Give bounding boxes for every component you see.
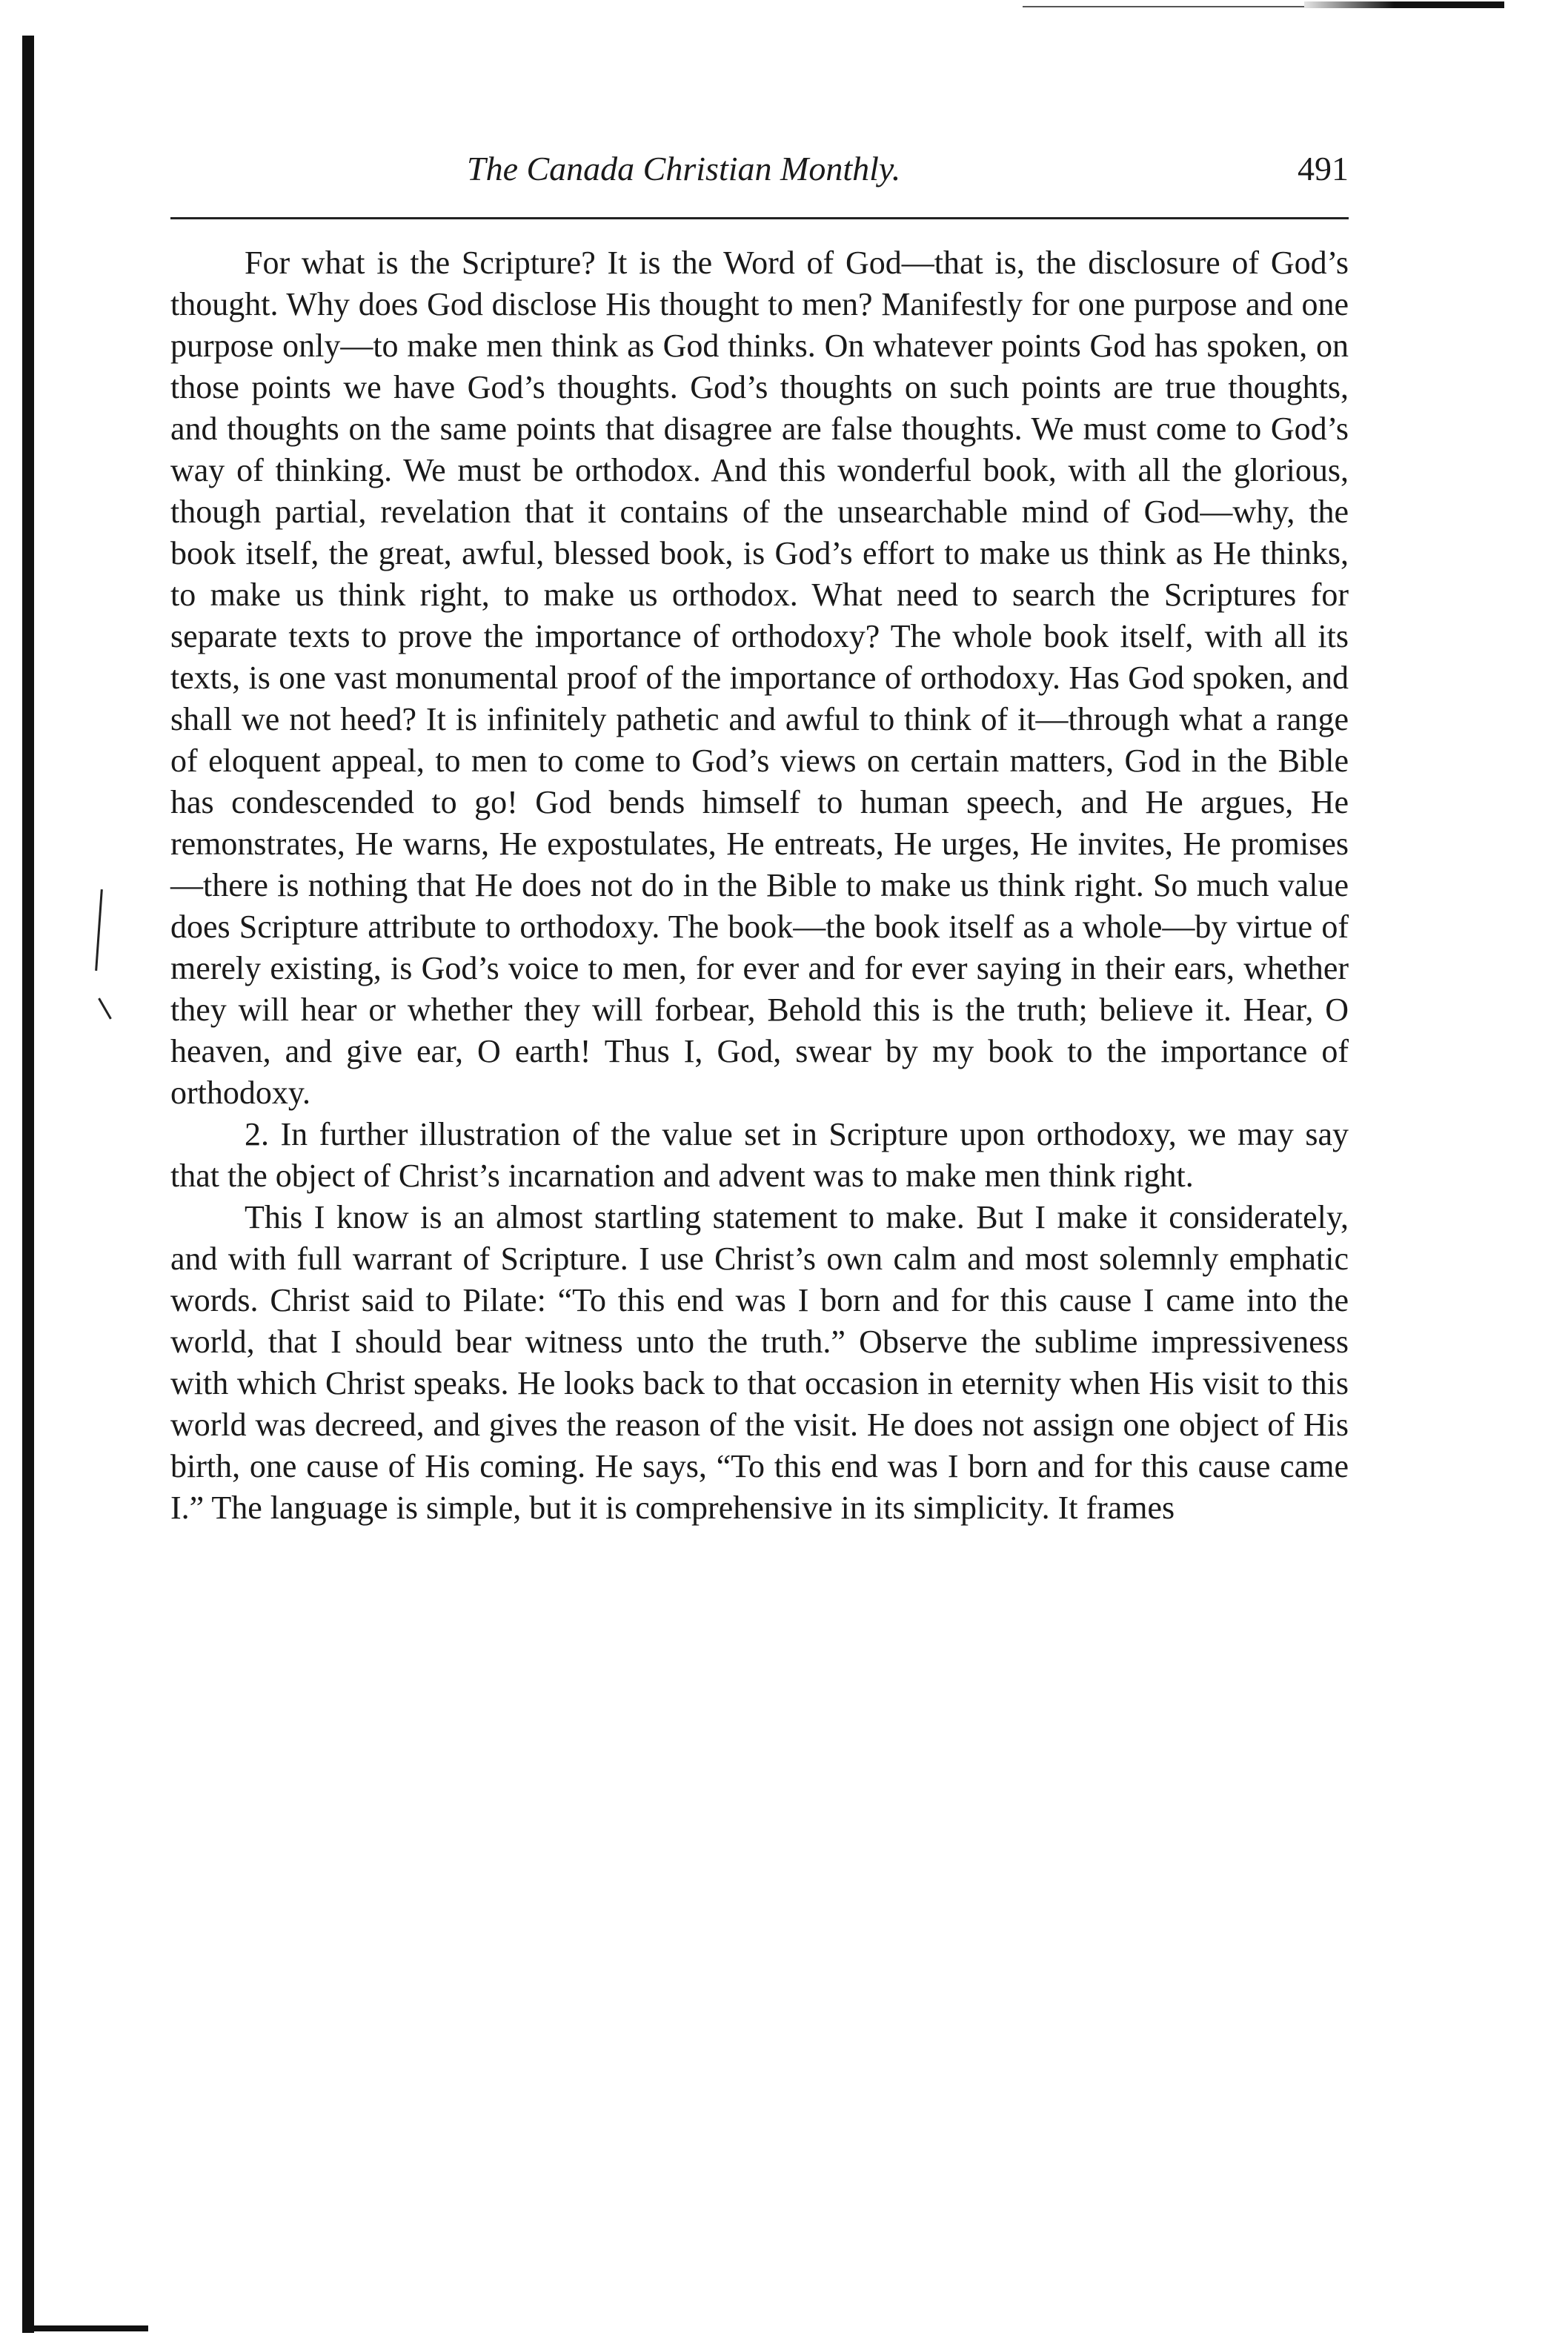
scan-spine-shadow [22, 36, 34, 2333]
scan-top-edge [1304, 1, 1504, 8]
page-number: 491 [1298, 150, 1349, 187]
scan-top-edge-thin [1023, 6, 1304, 7]
margin-pencil-mark [98, 997, 112, 1019]
running-title: The Canada Christian Monthly. [467, 150, 901, 187]
header-rule [170, 217, 1349, 219]
scan-bottom-edge [22, 2325, 148, 2331]
paragraph-illustration: 2. In further illustration of the value set in Scripture upon orthodoxy, we may say that the object of Christ’s incarnation and advent was to make men think right. [170, 1116, 1349, 1194]
margin-pencil-mark [95, 889, 103, 971]
body-text [170, 242, 1349, 1529]
paragraph-scripture: For what is the Scripture? It is the Word of God—that is, the disclosure of God’s thought. Why does God disclose His thought to men? Manifestly for one purpose and one purpose only—to make men think as God thinks. On whatever points God has spoken, on those points we have God’s thoughts. God’s thoughts on such points are true thoughts, and thoughts on the same points that disagree are false thoughts. We must come to God’s way of thinking. We must be orthodox. And this wonderful book, with all the glorious, though partial, revelation that it contains of the unsearchable mind of God—why, the book itself, the great, awful, blessed book, is God’s effort to make us think as He thinks, to make us think right, to make us orthodox. What need to search the Scriptures for separate texts to prove the importance of orthodoxy? The whole book itself, with all its texts, is one vast monumental proof of the importance of orthodoxy. Has God spoken, and shall we not heed? It is infinitely pathetic and awful to think of it—through what a range of eloquent appeal, to men to come to God’s views on certain matters, God in the Bible has condescended to go! God bends himself to human speech, and He argues, He remonstrates, He warns, He expostulates, He entreats, He urges, He invites, He promises—there is nothing that He does not do in the Bible to make us think right. So much value does Scripture attribute to orthodoxy. The book—the book itself as a whole—by virtue of merely existing, is God’s voice to men, for ever and for ever saying in their ears, whether they will hear or whether they will forbear, Behold this is the truth; believe it. Hear, O heaven, and give ear, O earth! Thus I, God, swear by my book to the importance of orthodoxy. [170, 245, 1349, 1111]
paragraph-christ-pilate: This I know is an almost startling statement to make. But I make it considerately, and with full warrant of Scripture. I use Christ’s own calm and most solemnly emphatic words. Christ said to Pilate: “To this end was I born and for this cause I came into the world, that I should bear witness unto the truth.” Observe the sublime impressiveness with which Christ speaks. He looks back to that occasion in eternity when His visit to this world was decreed, and gives the reason of the visit. He does not assign one object of His birth, one cause of His coming. He says, “To this end was I born and for this cause came I.” The language is simple, but it is comprehensive in its simplicity. It frames [170, 1199, 1349, 1526]
page-header [170, 147, 1349, 199]
